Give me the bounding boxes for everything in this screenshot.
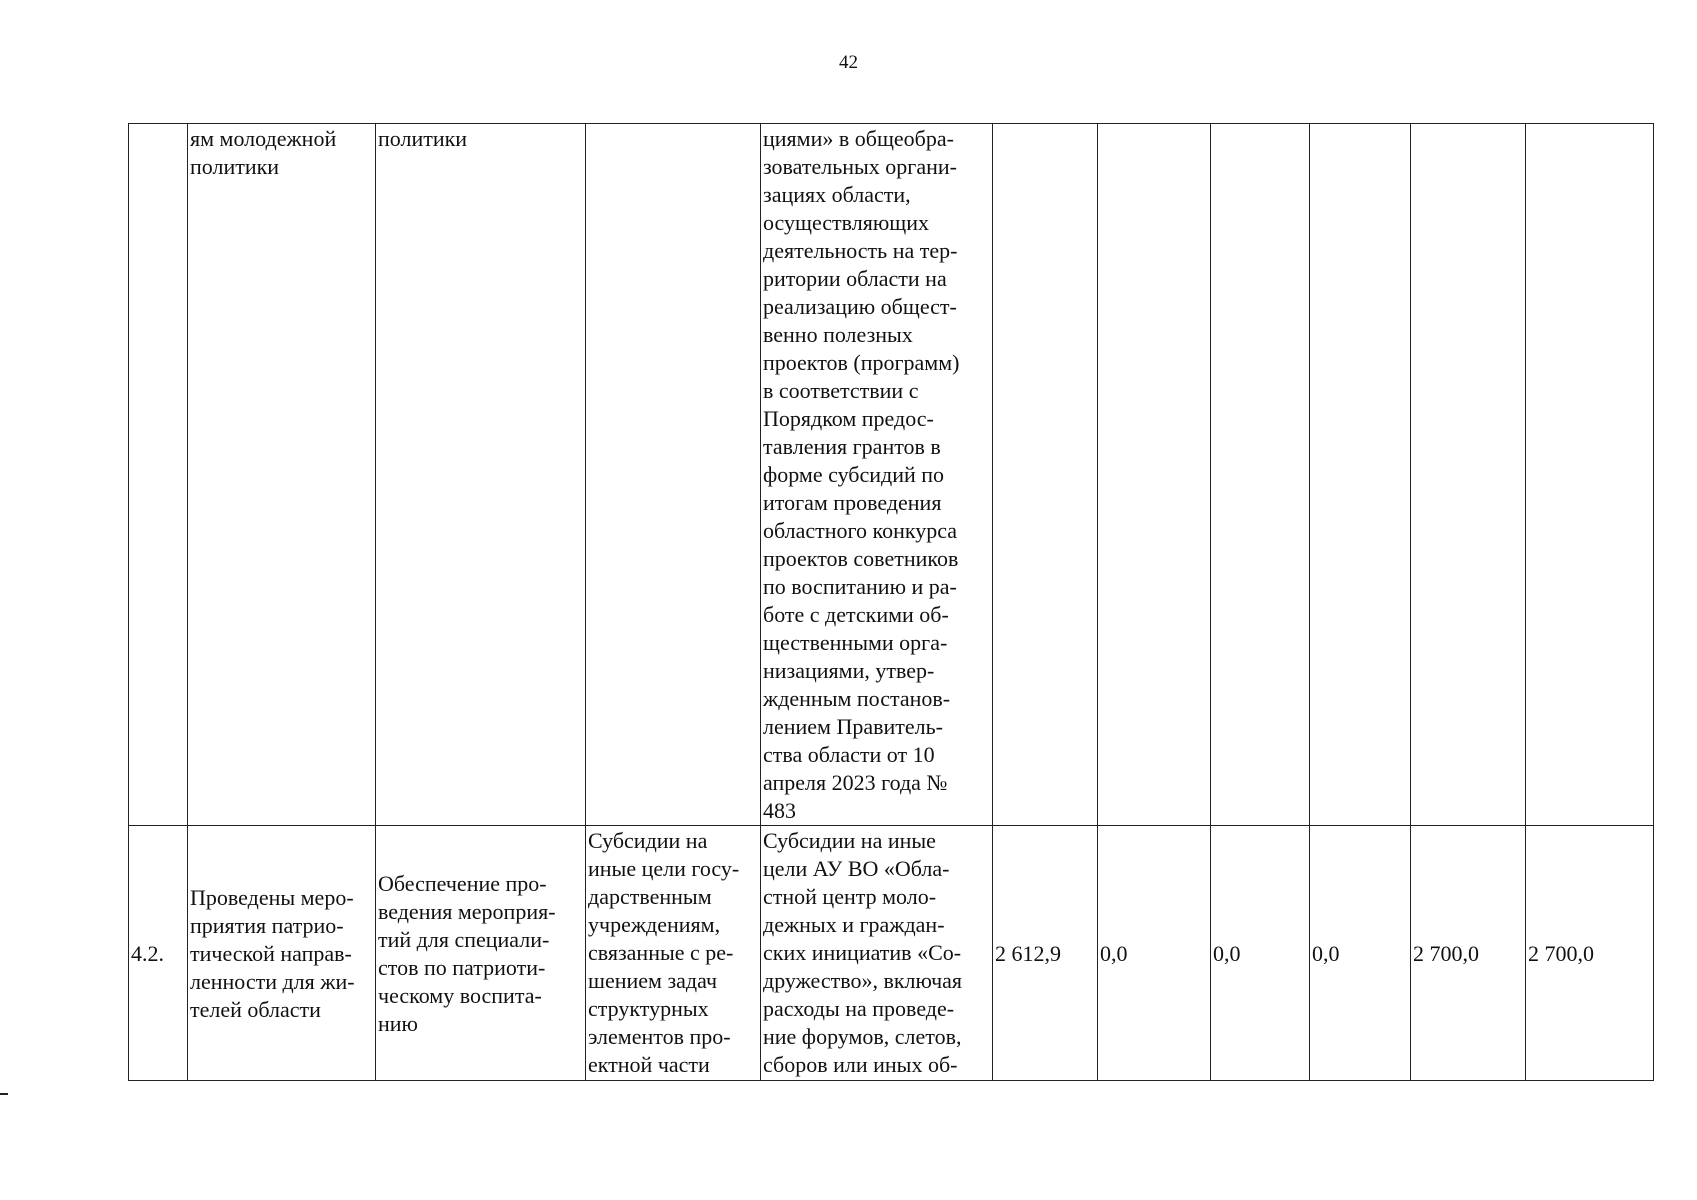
cell-description-line: ства области от 10 bbox=[763, 742, 935, 767]
cell-result-line: Проведены меро- bbox=[190, 884, 354, 910]
cell-direction bbox=[586, 124, 761, 826]
cell-direction-line: структурных bbox=[588, 996, 709, 1021]
scan-margin-mark bbox=[0, 1093, 8, 1095]
cell-direction-line: учреждениям, bbox=[588, 912, 721, 937]
cell-measure-line: политики bbox=[378, 126, 468, 151]
cell-result-line: телей области bbox=[190, 996, 321, 1022]
cell-result-line: политики bbox=[190, 154, 280, 179]
cell-value: 2 612,9 bbox=[993, 826, 1098, 1081]
cell-description-line: 483 bbox=[763, 798, 796, 823]
cell-description-line: Субсидии на иные bbox=[763, 828, 936, 853]
cell-measure-line: стов по патриоти- bbox=[378, 954, 546, 980]
cell-description-line: проектов советников bbox=[763, 546, 959, 571]
cell-description-line: ритории области на bbox=[763, 266, 947, 291]
cell-description-line: тавления грантов в bbox=[763, 434, 941, 459]
cell-value bbox=[1310, 124, 1411, 826]
cell-description-line: расходы на проведе- bbox=[763, 996, 955, 1021]
cell-direction-line: Субсидии на bbox=[588, 828, 708, 853]
cell-measure-line: тий для специали- bbox=[378, 926, 550, 952]
cell-measure-line: ческому воспита- bbox=[378, 982, 542, 1008]
cell-direction-line: элементов про- bbox=[588, 1024, 731, 1049]
table-row bbox=[129, 826, 1654, 1081]
cell-value: 0,0 bbox=[1098, 826, 1211, 1081]
cell-measure bbox=[376, 826, 586, 1081]
cell-description-line: форме субсидий по bbox=[763, 462, 945, 487]
cell-description-line: ских инициатив «Со- bbox=[763, 940, 962, 965]
cell-description-line: боте с детскими об- bbox=[763, 602, 949, 627]
cell-value: 2 700,0 bbox=[1411, 826, 1526, 1081]
cell-description-line: цели АУ ВО «Обла- bbox=[763, 856, 950, 881]
cell-description-line: сборов или иных об- bbox=[763, 1052, 958, 1077]
cell-result-line: ленности для жи- bbox=[190, 968, 355, 994]
cell-measure-line: нию bbox=[378, 1010, 418, 1036]
cell-description-line: реализацию общест- bbox=[763, 294, 957, 319]
cell-description-line: осуществляющих bbox=[763, 210, 929, 235]
cell-description-line: Порядком предос- bbox=[763, 406, 934, 431]
cell-description-line: по воспитанию и ра- bbox=[763, 574, 957, 599]
cell-num: 4.2. bbox=[129, 826, 188, 1081]
cell-direction-line: иные цели госу- bbox=[588, 856, 740, 881]
cell-value: 0,0 bbox=[1211, 826, 1310, 1081]
cell-direction-line: связанные с ре- bbox=[588, 940, 734, 965]
cell-direction-line: ектной части bbox=[588, 1052, 710, 1077]
cell-value bbox=[1411, 124, 1526, 826]
cell-result-line: ям молодежной bbox=[190, 126, 337, 151]
cell-description-line: лением Правитель- bbox=[763, 714, 944, 739]
cell-description-line: областного конкурса bbox=[763, 518, 958, 543]
cell-description-line: стной центр моло- bbox=[763, 884, 937, 909]
cell-description-line: зациях области, bbox=[763, 182, 911, 207]
cell-measure-line: ведения мероприя- bbox=[378, 898, 556, 924]
cell-description-line: деятельность на тер- bbox=[763, 238, 958, 263]
cell-description-line: циями» в общеобра- bbox=[763, 126, 954, 151]
cell-description-line: апреля 2023 года № bbox=[763, 770, 948, 795]
cell-measure-line: Обеспечение про- bbox=[378, 870, 547, 896]
cell-result-line: приятия патрио- bbox=[190, 912, 344, 938]
cell-result bbox=[188, 826, 376, 1081]
cell-description-line: итогам проведения bbox=[763, 490, 942, 515]
cell-description bbox=[761, 124, 993, 826]
table-body bbox=[129, 124, 1654, 1081]
cell-description-line: дежных и граждан- bbox=[763, 912, 945, 937]
cell-value: 2 700,0 bbox=[1526, 826, 1654, 1081]
cell-description-line: проектов (программ) bbox=[763, 350, 960, 375]
cell-value bbox=[1098, 124, 1211, 826]
cell-value: 0,0 bbox=[1310, 826, 1411, 1081]
cell-result-line: тической направ- bbox=[190, 940, 352, 966]
cell-value bbox=[993, 124, 1098, 826]
cell-value bbox=[1211, 124, 1310, 826]
cell-description-line: венно полезных bbox=[763, 322, 913, 347]
page-number: 42 bbox=[839, 52, 858, 73]
cell-description bbox=[761, 826, 993, 1081]
table-row bbox=[129, 124, 1654, 826]
cell-direction bbox=[586, 826, 761, 1081]
cell-description-line: низациями, утвер- bbox=[763, 658, 935, 683]
cell-result bbox=[188, 124, 376, 826]
cell-measure bbox=[376, 124, 586, 826]
program-table bbox=[128, 123, 1654, 1081]
cell-description-line: щественными орга- bbox=[763, 630, 948, 655]
cell-description-line: дружество», включая bbox=[763, 968, 963, 993]
cell-value bbox=[1526, 124, 1654, 826]
cell-num bbox=[129, 124, 188, 826]
cell-description-line: жденным постанов- bbox=[763, 686, 951, 711]
cell-description-line: зовательных органи- bbox=[763, 154, 957, 179]
cell-description-line: ние форумов, слетов, bbox=[763, 1024, 962, 1049]
cell-direction-line: дарственным bbox=[588, 884, 712, 909]
cell-direction-line: шением задач bbox=[588, 968, 718, 993]
cell-description-line: в соответствии с bbox=[763, 378, 919, 403]
